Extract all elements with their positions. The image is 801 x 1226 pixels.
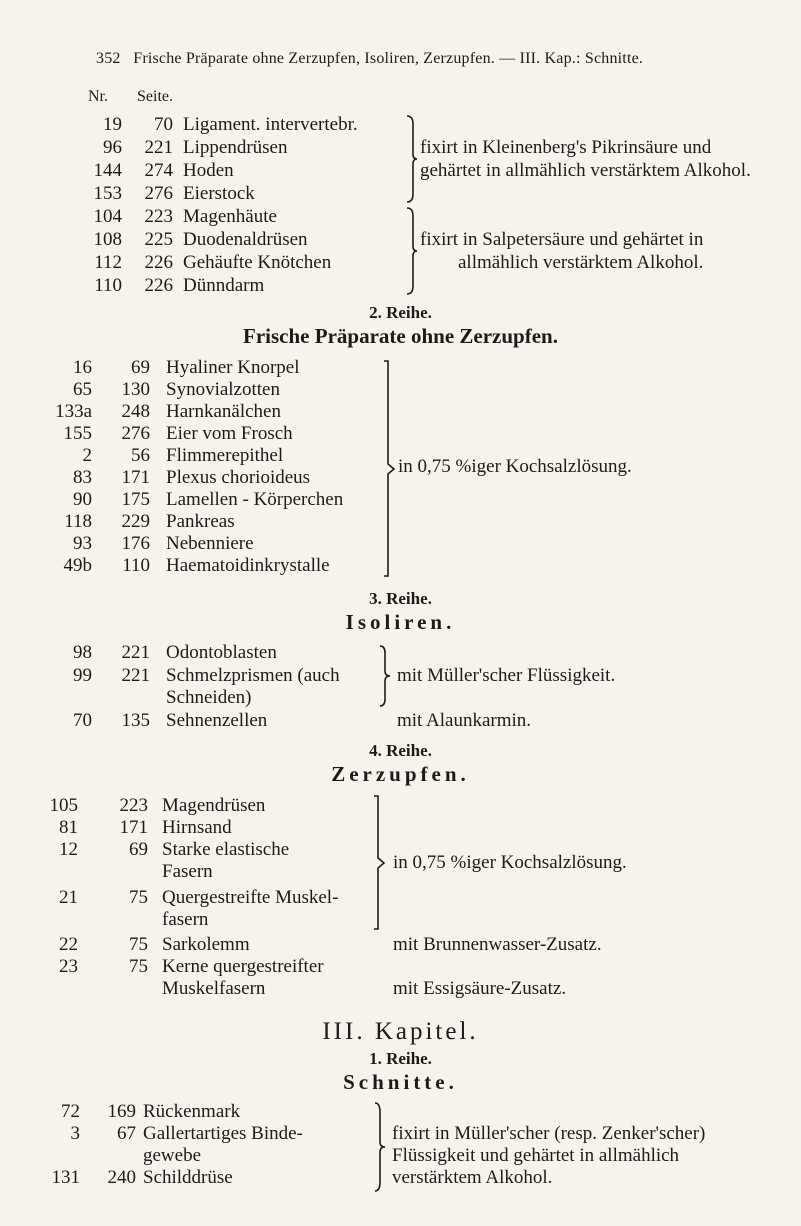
- chapter-title: III. Kapitel.: [322, 1018, 479, 1045]
- chapter-note-line3: verstärktem Alkohol.: [392, 1167, 553, 1188]
- section3-reihe: 3. Reihe.: [369, 589, 432, 608]
- running-title: Frische Präparate ohne Zerzupfen, Isoliren, Zerzupfen. — III. Kap.: Schnitte.: [133, 50, 644, 67]
- brace-icon: [405, 206, 419, 296]
- section3-title: Isoliren.: [345, 610, 456, 634]
- chapter-reihe: 1. Reihe.: [369, 1049, 432, 1068]
- brace-icon: [373, 1102, 387, 1192]
- note-salpetersaeure-line2: allmählich verstärktem Alkohol.: [458, 252, 704, 273]
- brace-icon: [372, 795, 386, 931]
- chapter-subtitle: Schnitte.: [343, 1070, 458, 1094]
- brace-icon: [378, 645, 392, 707]
- section3-note-alaunkarmin: mit Alaunkarmin.: [397, 710, 532, 731]
- section4-title: Zerzupfen.: [331, 762, 470, 786]
- section4-note-brunnenwasser: mit Brunnenwasser-Zusatz.: [393, 934, 602, 955]
- page-number: 352: [96, 50, 121, 67]
- section2-title: Frische Präparate ohne Zerzupfen.: [243, 324, 558, 348]
- brace-icon: [382, 360, 396, 578]
- chapter-note-line2: Flüssigkeit und gehärtet in allmählich: [392, 1145, 680, 1166]
- column-header-nr: Nr.: [88, 88, 108, 105]
- section2-reihe: 2. Reihe.: [369, 303, 432, 322]
- section4-reihe: 4. Reihe.: [369, 741, 432, 760]
- section3-note-mueller: mit Müller'scher Flüssigkeit.: [397, 665, 616, 686]
- running-header: [96, 50, 643, 68]
- chapter-note-line1: fixirt in Müller'scher (resp. Zenker'scher): [392, 1123, 706, 1144]
- section4-note-kochsalz: in 0,75 %iger Kochsalzlösung.: [393, 852, 627, 873]
- section2-note: in 0,75 %iger Kochsalzlösung.: [398, 456, 632, 477]
- brace-icon: [405, 114, 419, 204]
- column-header-seite: Seite.: [137, 88, 173, 105]
- note-salpetersaeure-line1: fixirt in Salpetersäure und gehärtet in: [420, 229, 704, 250]
- section4-note-essigsaeure: mit Essigsäure-Zusatz.: [393, 978, 567, 999]
- note-kleinenberg-line1: fixirt in Kleinenberg's Pikrinsäure und: [420, 137, 712, 158]
- note-kleinenberg-line2: gehärtet in allmählich verstärktem Alkohol.: [420, 160, 751, 181]
